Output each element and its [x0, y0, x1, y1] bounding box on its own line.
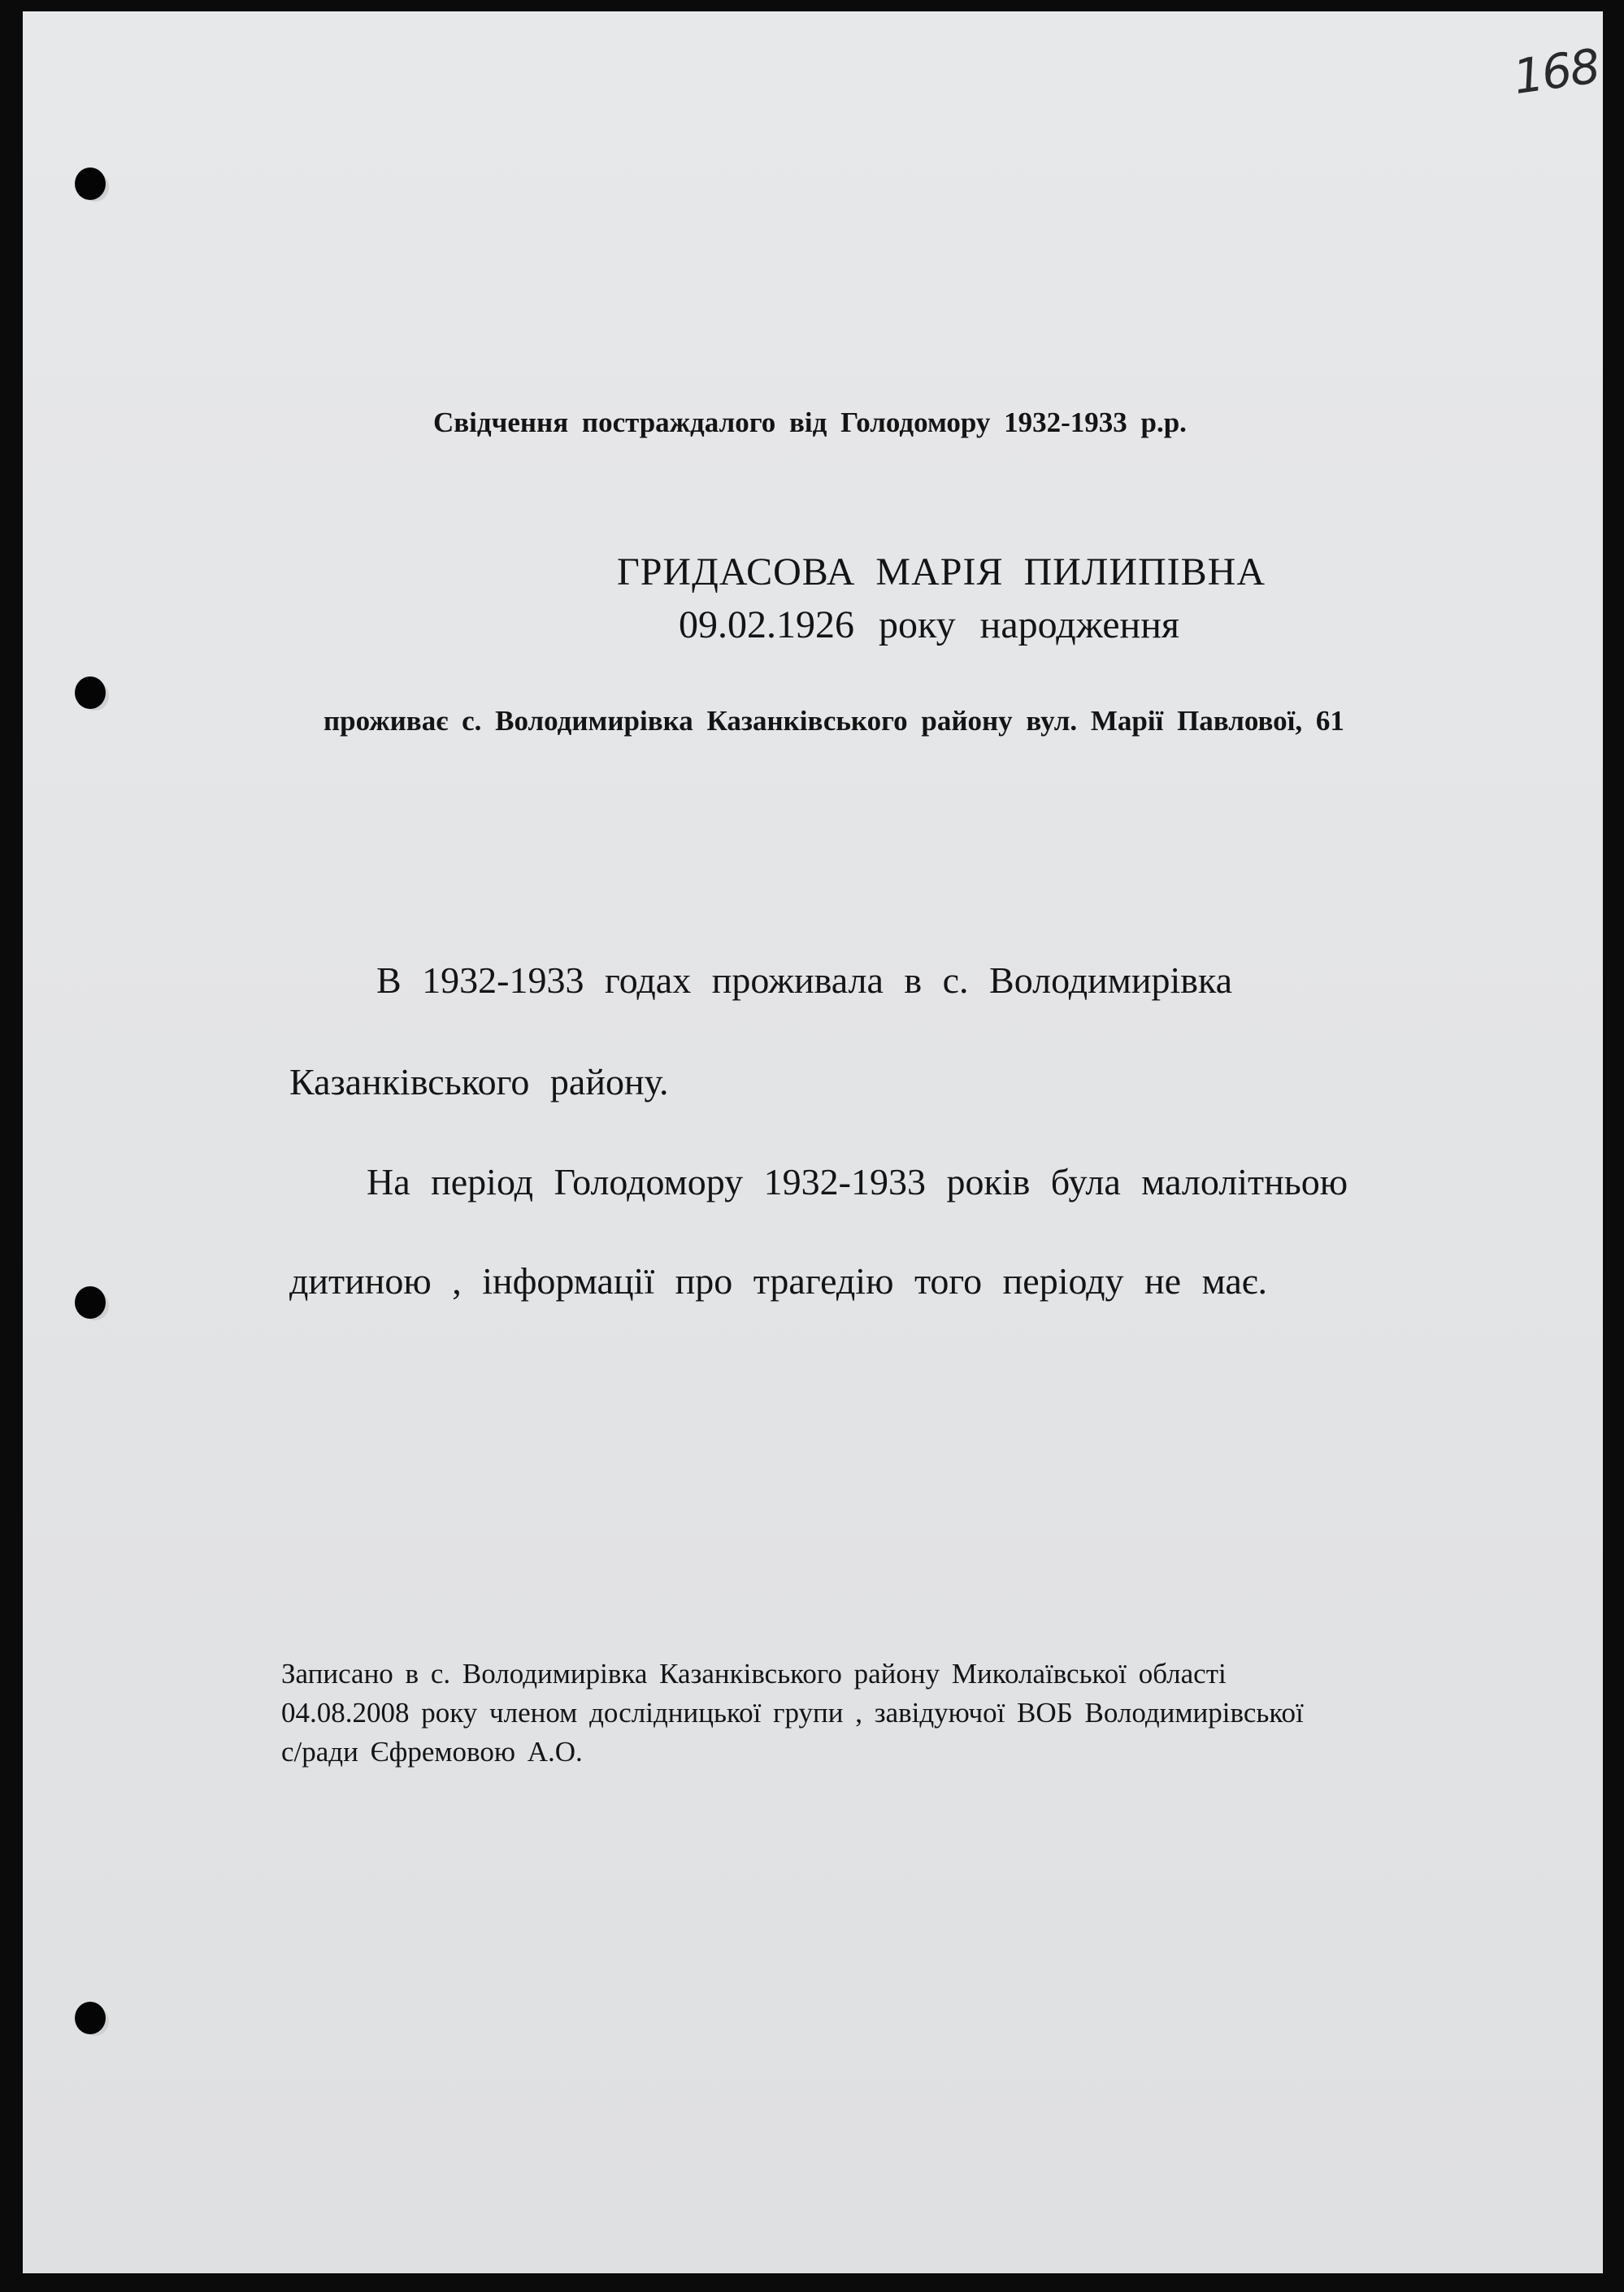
residence-address: проживає с. Володимирівка Казанківського району вул. Марії Павлової, 61 — [323, 705, 1344, 737]
testimony-line: Казанківського району. — [289, 1061, 669, 1103]
handwritten-page-number: 168 — [1509, 38, 1602, 105]
recorded-note-line: Записано в с. Володимирівка Казанківського району Миколаївської області — [281, 1658, 1227, 1690]
recorded-note-line: с/ради Єфремовою А.О. — [281, 1736, 583, 1768]
person-name: ГРИДАСОВА МАРІЯ ПИЛИПІВНА — [616, 550, 1266, 594]
punch-hole — [75, 676, 106, 709]
punch-hole — [75, 2002, 106, 2034]
punch-hole — [75, 167, 106, 200]
document-page — [23, 11, 1603, 2273]
punch-hole — [75, 1286, 106, 1319]
birth-date: 09.02.1926 року народження — [679, 603, 1179, 646]
testimony-line: В 1932-1933 годах проживала в с. Володимирівка — [376, 959, 1233, 1001]
recorded-note-line: 04.08.2008 року членом дослідницької групи , завідуючої ВОБ Володимирівської — [281, 1697, 1304, 1729]
testimony-line: На період Голодомору 1932-1933 років була малолітньою — [367, 1161, 1348, 1203]
document-heading: Свідчення постраждалого від Голодомору 1932-1933 р.р. — [433, 407, 1187, 438]
testimony-line: дитиною , інформації про трагедію того періоду не має. — [289, 1260, 1268, 1302]
